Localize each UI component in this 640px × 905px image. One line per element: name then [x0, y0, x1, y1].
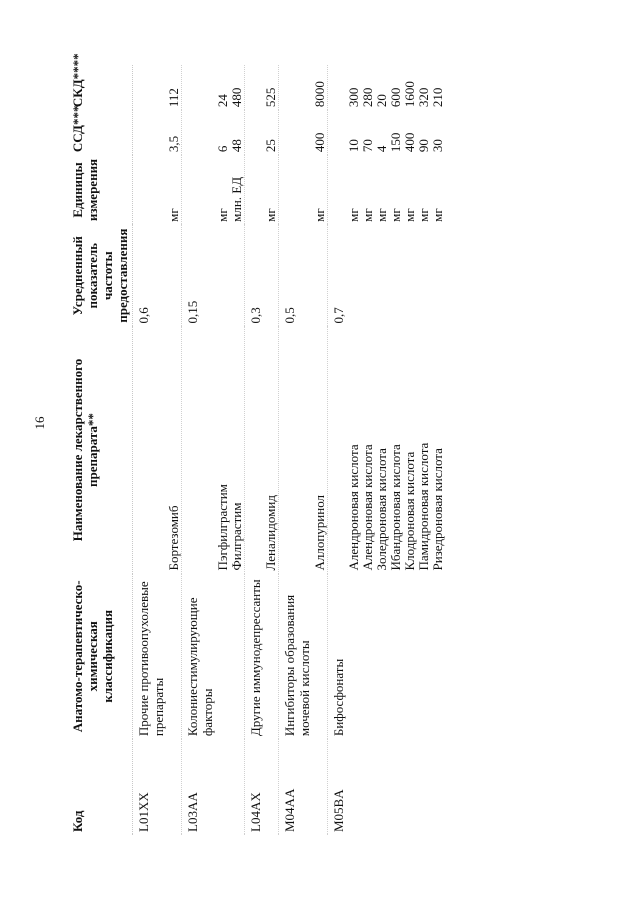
- cell-skd: [182, 65, 217, 110]
- cell-code: [417, 739, 431, 835]
- cell-skd: 24: [215, 94, 230, 108]
- cell-share: [375, 225, 389, 327]
- table-header-row: [68, 65, 133, 835]
- cell-share: [264, 225, 279, 327]
- table-row: [403, 65, 417, 835]
- cell-atc: [431, 574, 445, 740]
- table-row: [347, 65, 361, 835]
- rotated-table-wrapper: [68, 53, 598, 835]
- table-row: [230, 65, 245, 835]
- cell-unit: [133, 155, 168, 225]
- cell-atc: [167, 574, 182, 740]
- cell-ssd: 25: [263, 139, 278, 153]
- cell-drug: Памидроновая кислота: [416, 442, 431, 571]
- table-row: [264, 65, 279, 835]
- table-row: [375, 65, 389, 835]
- cell-drug: [328, 327, 348, 574]
- cell-code: [389, 739, 403, 835]
- cell-skd: 280: [360, 87, 375, 108]
- header-ssd: ССД***: [68, 110, 133, 155]
- table-row: [313, 65, 328, 835]
- table-row: [431, 65, 445, 835]
- cell-code: L04AX: [245, 739, 265, 835]
- cell-skd: [133, 65, 168, 110]
- cell-skd: 8000: [312, 81, 327, 108]
- table-row: [417, 65, 431, 835]
- table-row: [216, 65, 230, 835]
- cell-code: [431, 739, 445, 835]
- cell-atc: Другие иммунодепрессанты: [245, 574, 265, 740]
- cell-unit: [279, 155, 314, 225]
- cell-skd: 20: [374, 94, 389, 108]
- cell-ssd: 150: [388, 132, 403, 153]
- cell-code: [403, 739, 417, 835]
- cell-unit: млн. ЕД: [229, 176, 244, 222]
- cell-unit: мг: [402, 208, 417, 222]
- cell-share: [230, 225, 245, 327]
- cell-share: 0,5: [279, 225, 314, 327]
- cell-atc: [216, 574, 230, 740]
- cell-ssd: [245, 110, 265, 155]
- table-row: [182, 65, 217, 835]
- cell-code: [264, 739, 279, 835]
- cell-ssd: 10: [346, 139, 361, 153]
- cell-ssd: [133, 110, 168, 155]
- cell-skd: 210: [430, 87, 445, 108]
- cell-code: [230, 739, 245, 835]
- cell-drug: [279, 327, 314, 574]
- cell-drug: Золедроновая кислота: [374, 448, 389, 571]
- table-row: [167, 65, 182, 835]
- cell-atc: Ингибиторы образования мочевой кислоты: [279, 574, 314, 740]
- cell-atc: [375, 574, 389, 740]
- cell-unit: мг: [374, 208, 389, 222]
- header-atc: Анатомо-терапевтическо-химическая классификация: [68, 574, 133, 740]
- cell-unit: мг: [312, 208, 327, 222]
- drug-table: [68, 53, 445, 835]
- cell-code: [347, 739, 361, 835]
- page-number: 16: [32, 416, 47, 430]
- cell-skd: [328, 65, 348, 110]
- cell-code: L03AA: [182, 739, 217, 835]
- cell-ssd: 400: [312, 132, 327, 153]
- header-unit: Единицы измерения: [68, 155, 133, 225]
- cell-atc: [264, 574, 279, 740]
- table-body: [133, 65, 446, 835]
- cell-ssd: 30: [430, 139, 445, 153]
- table-row: [245, 65, 265, 835]
- cell-unit: мг: [166, 208, 181, 222]
- cell-ssd: 4: [374, 145, 389, 153]
- cell-drug: [133, 327, 168, 574]
- cell-share: 0,15: [182, 225, 217, 327]
- cell-unit: мг: [263, 208, 278, 222]
- header-drug: Наименование лекарственного препарата**: [68, 327, 133, 574]
- cell-unit: мг: [430, 208, 445, 222]
- cell-drug: [182, 327, 217, 574]
- cell-code: M05BA: [328, 739, 348, 835]
- cell-skd: 300: [346, 87, 361, 108]
- header-share: Усредненный показатель частоты предоставления: [68, 225, 133, 327]
- cell-share: [216, 225, 230, 327]
- cell-drug: Алендроновая кислота: [346, 444, 361, 571]
- table-row: [328, 65, 348, 835]
- cell-drug: Бортезомиб: [166, 505, 181, 571]
- cell-atc: Колониестимулирующие факторы: [182, 574, 217, 740]
- cell-skd: 112: [166, 88, 181, 108]
- cell-code: [216, 739, 230, 835]
- cell-drug: Леналидомид: [263, 495, 278, 571]
- cell-share: [361, 225, 375, 327]
- cell-ssd: 3,5: [166, 135, 181, 153]
- cell-atc: [403, 574, 417, 740]
- cell-ssd: [328, 110, 348, 155]
- cell-drug: Аллопуринол: [312, 494, 327, 571]
- cell-skd: 480: [229, 87, 244, 108]
- cell-ssd: 48: [229, 139, 244, 153]
- cell-share: [167, 225, 182, 327]
- cell-unit: [245, 155, 265, 225]
- cell-skd: [245, 65, 265, 110]
- cell-code: [361, 739, 375, 835]
- cell-atc: [417, 574, 431, 740]
- cell-ssd: 6: [215, 145, 230, 153]
- cell-share: [389, 225, 403, 327]
- cell-code: [313, 739, 328, 835]
- cell-drug: Ризедроновая кислота: [430, 448, 445, 571]
- cell-ssd: [279, 110, 314, 155]
- cell-share: [347, 225, 361, 327]
- table-row: [279, 65, 314, 835]
- cell-atc: [389, 574, 403, 740]
- cell-skd: 1600: [402, 81, 417, 108]
- cell-drug: Филграстим: [229, 502, 244, 571]
- cell-atc: [313, 574, 328, 740]
- cell-share: 0,7: [328, 225, 348, 327]
- cell-share: 0,6: [133, 225, 168, 327]
- cell-share: 0,3: [245, 225, 265, 327]
- header-skd: СКД****: [68, 65, 133, 110]
- cell-drug: Ибандроновая кислота: [388, 444, 403, 571]
- cell-atc: Бифосфонаты: [328, 574, 348, 740]
- cell-unit: [182, 155, 217, 225]
- table-row: [361, 65, 375, 835]
- cell-skd: [279, 65, 314, 110]
- cell-drug: Клодроновая кислота: [402, 451, 417, 571]
- cell-unit: мг: [215, 208, 230, 222]
- header-code: Код: [68, 739, 133, 835]
- cell-atc: [230, 574, 245, 740]
- cell-ssd: 70: [360, 139, 375, 153]
- cell-share: [313, 225, 328, 327]
- table-row: [133, 65, 168, 835]
- cell-drug: [245, 327, 265, 574]
- cell-unit: мг: [346, 208, 361, 222]
- cell-ssd: 90: [416, 139, 431, 153]
- cell-unit: [328, 155, 348, 225]
- cell-code: L01XX: [133, 739, 168, 835]
- cell-code: M04AA: [279, 739, 314, 835]
- cell-share: [431, 225, 445, 327]
- cell-share: [417, 225, 431, 327]
- cell-skd: 600: [388, 87, 403, 108]
- cell-code: [375, 739, 389, 835]
- cell-atc: [347, 574, 361, 740]
- cell-skd: 320: [416, 87, 431, 108]
- table-row: [389, 65, 403, 835]
- cell-unit: мг: [360, 208, 375, 222]
- cell-ssd: 400: [402, 132, 417, 153]
- cell-drug: Алендроновая кислота: [360, 444, 375, 571]
- cell-share: [403, 225, 417, 327]
- cell-atc: [361, 574, 375, 740]
- cell-skd: 525: [263, 87, 278, 108]
- cell-code: [167, 739, 182, 835]
- cell-ssd: [182, 110, 217, 155]
- cell-unit: мг: [416, 208, 431, 222]
- cell-atc: Прочие противоопухолевые препараты: [133, 574, 168, 740]
- cell-drug: Пэгфилграстим: [215, 484, 230, 571]
- cell-unit: мг: [388, 208, 403, 222]
